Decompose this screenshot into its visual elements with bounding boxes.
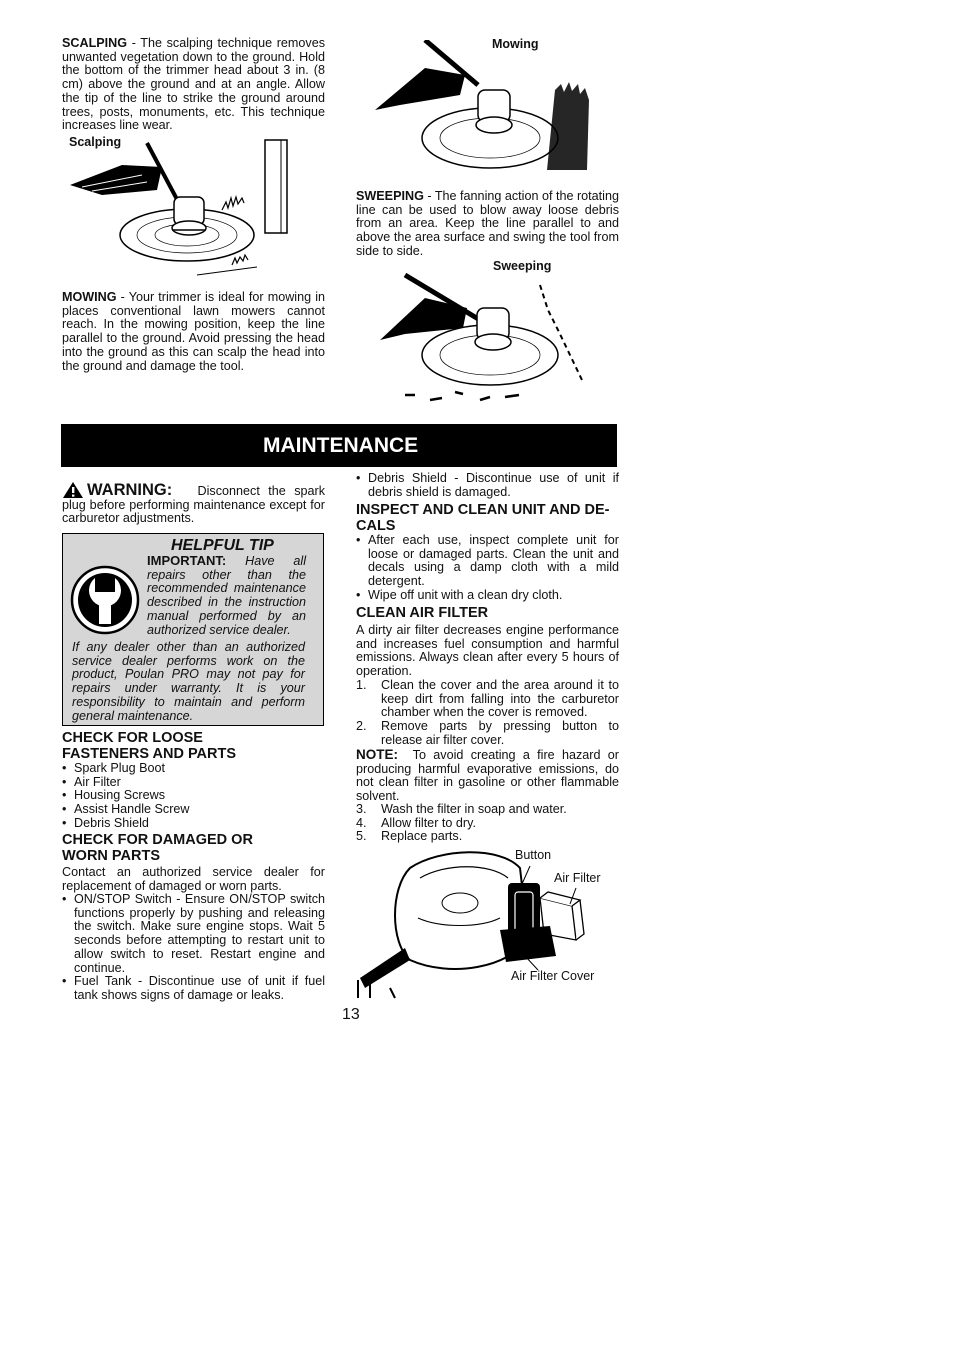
list-item: [356, 720, 619, 747]
scalping-illustration: [62, 135, 324, 285]
mowing-text: - Your trimmer is ideal for mowing in places conventional lawn mowers cannot reach. In the mowing position, keep the line parallel to the ground. Avoid pressing the head into the ground as this can scalp the head into the ground and damage the tool.: [62, 290, 325, 373]
check-loose-list: [62, 762, 325, 831]
list-item: [356, 803, 619, 817]
scalping-paragraph: [62, 37, 325, 133]
important-label: IMPORTANT:: [147, 553, 227, 568]
list-item: [356, 817, 619, 831]
helpful-tip-important: [147, 554, 306, 637]
list-item: • Assist Handle Screw: [62, 803, 325, 817]
list-item: • Debris Shield: [62, 817, 325, 831]
sweeping-illustration: [375, 270, 605, 415]
air-filter-steps-a: [356, 679, 619, 748]
inspect-clean-heading-line2: CALS: [356, 517, 396, 534]
helpful-tip-title: HELPFUL TIP: [171, 537, 274, 554]
step-text: Replace parts.: [381, 829, 463, 844]
list-item: • Fuel Tank - Discontinue use of unit if fuel tank shows signs of damage or leaks.: [62, 975, 325, 1002]
sweeping-caption: Sweeping: [493, 259, 552, 273]
list-item: • Air Filter: [62, 776, 325, 790]
button-callout: Button: [515, 848, 552, 862]
air-filter-callout: Air Filter: [554, 871, 601, 885]
air-filter-steps-b: [356, 803, 619, 844]
check-loose-heading-line2: FASTENERS AND PARTS: [62, 745, 237, 762]
step-number: 5.: [356, 829, 367, 844]
scalping-label: SCALPING: [62, 36, 128, 50]
air-filter-note: [356, 748, 619, 804]
list-item: [356, 679, 619, 720]
list-item: • Spark Plug Boot: [62, 762, 325, 776]
helpful-tip-box: [62, 533, 324, 726]
scalping-caption: Scalping: [69, 135, 122, 149]
check-damaged-heading: [62, 833, 325, 864]
mowing-illustration: [370, 40, 610, 185]
check-damaged-heading-line1: CHECK FOR DAMAGED OR: [62, 832, 253, 848]
page-number: 13: [342, 1006, 360, 1023]
step-number: 3.: [356, 802, 367, 816]
list-item: • Debris Shield - Discontinue use of unit if debris shield is damaged.: [356, 472, 619, 499]
step-text: Wash the filter in soap and water.: [381, 802, 567, 816]
step-text: Remove parts by pressing button to release air filter cover.: [381, 719, 619, 747]
note-label: NOTE:: [356, 747, 398, 762]
check-damaged-intro: Contact an authorized service dealer for replacement of damaged or worn parts.: [62, 865, 325, 893]
warning-text: Disconnect the spark plug before performing maintenance except for carburetor adjustments.: [62, 484, 325, 526]
inspect-clean-heading-line1: INSPECT AND CLEAN UNIT AND DE-: [356, 502, 610, 518]
check-damaged-list-continued: [356, 472, 619, 499]
check-loose-heading: [62, 731, 325, 762]
sweeping-text: - The fanning action of the rotating line can be used to blow away loose debris from an area. Keep the line parallel to and above the area surface and swing the tool from side to side.: [356, 189, 619, 258]
mowing-caption: Mowing: [492, 37, 539, 51]
air-filter-intro: A dirty air filter decreases engine performance and increases fuel consumption and harmful emissions. Always clean after every 5 hours of operation.: [356, 623, 619, 679]
helpful-tip-body: If any dealer other than an authorized service dealer performs work on the product, Poulan PRO may not pay for repairs under warranty. It is your responsibility to maintain and perform general maintenance.: [72, 640, 305, 723]
list-item: • ON/STOP Switch - Ensure ON/STOP switch functions properly by pushing and releasing the switch. Make sure engine stops. Wait 5 seconds before attempting to restart unit to allow switch to reset. Restart engine and continue.: [62, 893, 325, 975]
warning-paragraph: [62, 481, 325, 526]
list-item: • After each use, inspect complete unit for loose or damaged parts. Clean the unit and decals using a damp cloth with a mild detergent.: [356, 534, 619, 589]
wrench-icon: [69, 564, 141, 636]
step-text: Allow filter to dry.: [381, 815, 476, 830]
step-number: 4.: [356, 815, 367, 830]
air-filter-cover-callout: Air Filter Cover: [511, 969, 595, 983]
check-damaged-heading-line2: WORN PARTS: [62, 847, 161, 864]
mowing-paragraph: [62, 291, 325, 373]
sweeping-label: SWEEPING: [356, 189, 424, 203]
step-number: 1.: [356, 678, 367, 692]
mowing-label: MOWING: [62, 290, 117, 304]
inspect-clean-list: [356, 534, 619, 603]
note-text: To avoid creating a fire hazard or producing harmful evaporative emissions, do not clean filter in gasoline or other flammable solvent.: [356, 748, 619, 804]
list-item: [356, 830, 619, 844]
maintenance-banner: MAINTENANCE: [61, 424, 617, 467]
list-item: • Wipe off unit with a clean dry cloth.: [356, 589, 619, 603]
check-damaged-list: [62, 893, 325, 1003]
check-loose-heading-line1: CHECK FOR LOOSE: [62, 730, 203, 746]
important-text: Have all repairs other than the recommended maintenance described in the instruction manual performed by an authorized service dealer.: [147, 554, 307, 637]
sweeping-paragraph: [356, 190, 619, 259]
list-item: • Housing Screws: [62, 789, 325, 803]
inspect-clean-heading: [356, 503, 619, 534]
warning-label: WARNING:: [87, 481, 173, 499]
air-filter-heading: CLEAN AIR FILTER: [356, 605, 489, 621]
scalping-text: - The scalping technique removes unwanted vegetation down to the ground. Hold the bottom of the trimmer head about 3 in. (8 cm) above the ground and at an angle. Allow the tip of the line to strike the ground around trees, posts, monuments, etc. This technique increases line wear.: [62, 36, 325, 133]
step-number: 2.: [356, 719, 367, 734]
step-text: Clean the cover and the area around it to keep dirt from falling into the carburetor chamber when the cover is removed.: [381, 678, 619, 720]
